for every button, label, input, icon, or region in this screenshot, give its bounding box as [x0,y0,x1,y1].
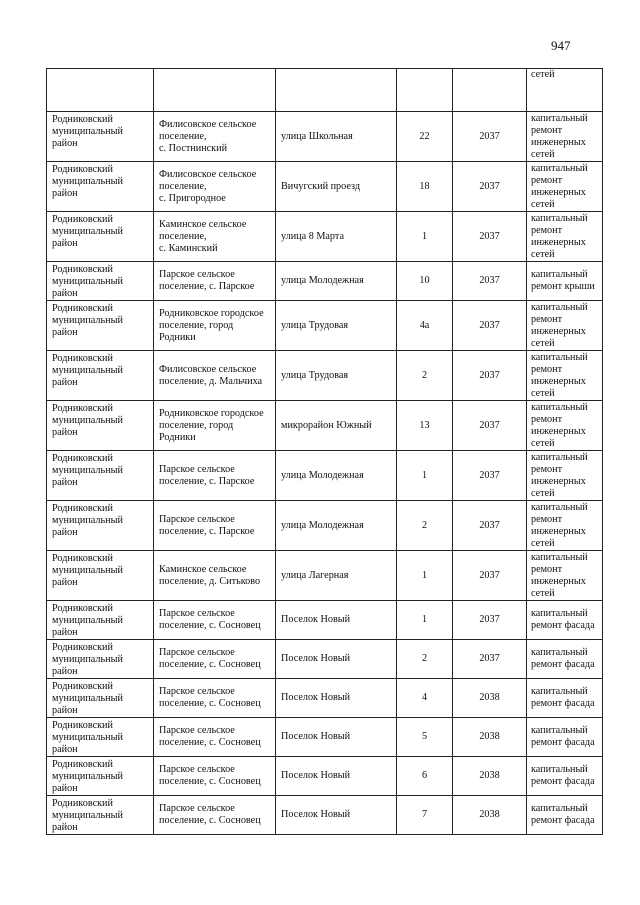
district-cell: Родниковский муниципальный район [47,162,154,212]
house-number-cell: 2 [397,640,453,679]
year-cell [453,69,527,112]
year-cell: 2037 [453,501,527,551]
work-type-cell: капитальный ремонт инженерных сетей [527,112,603,162]
district-cell: Родниковский муниципальный район [47,262,154,301]
year-cell: 2037 [453,401,527,451]
table-row [47,162,603,212]
district-cell: Родниковский муниципальный район [47,601,154,640]
district-cell: Родниковский муниципальный район [47,212,154,262]
settlement-cell: Филисовское сельское поселение, д. Мальчиха [154,351,276,401]
work-type-cell: капитальный ремонт крыши [527,262,603,301]
settlement-cell: Парское сельское поселение, с. Сосновец [154,601,276,640]
work-type-cell: капитальный ремонт фасада [527,796,603,835]
house-number-cell: 1 [397,212,453,262]
district-cell: Родниковский муниципальный район [47,112,154,162]
table-row [47,401,603,451]
house-number-cell: 7 [397,796,453,835]
year-cell: 2038 [453,796,527,835]
work-type-cell: капитальный ремонт инженерных сетей [527,401,603,451]
work-type-cell: капитальный ремонт фасада [527,718,603,757]
work-type-cell: капитальный ремонт фасада [527,601,603,640]
settlement-cell: Филисовское сельское поселение, с. Пригородное [154,162,276,212]
settlement-cell: Родниковское городское поселение, город Родники [154,301,276,351]
year-cell: 2037 [453,262,527,301]
year-cell: 2037 [453,112,527,162]
settlement-cell: Парское сельское поселение, с. Парское [154,262,276,301]
work-type-cell: капитальный ремонт инженерных сетей [527,212,603,262]
street-cell: улица Трудовая [276,301,397,351]
table-row [47,551,603,601]
house-number-cell: 5 [397,718,453,757]
year-cell: 2037 [453,601,527,640]
table-row [47,796,603,835]
street-cell: улица Школьная [276,112,397,162]
house-number-cell: 1 [397,601,453,640]
settlement-cell: Парское сельское поселение, с. Сосновец [154,718,276,757]
district-cell: Родниковский муниципальный район [47,757,154,796]
district-cell: Родниковский муниципальный район [47,451,154,501]
district-cell: Родниковский муниципальный район [47,301,154,351]
street-cell: микрорайон Южный [276,401,397,451]
street-cell: улица Трудовая [276,351,397,401]
house-number-cell: 2 [397,501,453,551]
table-row [47,501,603,551]
house-number-cell: 2 [397,351,453,401]
settlement-cell: Парское сельское поселение, с. Парское [154,451,276,501]
street-cell: Поселок Новый [276,757,397,796]
year-cell: 2038 [453,679,527,718]
district-cell: Родниковский муниципальный район [47,401,154,451]
year-cell: 2037 [453,162,527,212]
work-type-cell: капитальный ремонт инженерных сетей [527,551,603,601]
year-cell: 2037 [453,351,527,401]
table-row [47,112,603,162]
house-number-cell: 13 [397,401,453,451]
street-cell: Поселок Новый [276,679,397,718]
district-cell [47,69,154,112]
year-cell: 2037 [453,301,527,351]
year-cell: 2037 [453,212,527,262]
table-row [47,679,603,718]
street-cell: Поселок Новый [276,640,397,679]
house-number-cell: 4 [397,679,453,718]
page-number: 947 [551,38,571,53]
settlement-cell: Каминское сельское поселение, д. Ситьково [154,551,276,601]
table-row [47,351,603,401]
table-row [47,640,603,679]
street-cell: улица 8 Марта [276,212,397,262]
work-type-cell: капитальный ремонт инженерных сетей [527,351,603,401]
district-cell: Родниковский муниципальный район [47,501,154,551]
house-number-cell: 6 [397,757,453,796]
street-cell: Вичугский проезд [276,162,397,212]
settlement-cell: Родниковское городское поселение, город Родники [154,401,276,451]
district-cell: Родниковский муниципальный район [47,351,154,401]
work-type-cell: капитальный ремонт инженерных сетей [527,162,603,212]
district-cell: Родниковский муниципальный район [47,796,154,835]
settlement-cell: Парское сельское поселение, с. Парское [154,501,276,551]
house-number-cell: 22 [397,112,453,162]
table-row [47,718,603,757]
district-cell: Родниковский муниципальный район [47,679,154,718]
street-cell [276,69,397,112]
house-number-cell: 10 [397,262,453,301]
housing-repair-table [46,68,603,835]
table-row [47,757,603,796]
street-cell: Поселок Новый [276,796,397,835]
settlement-cell: Парское сельское поселение, с. Сосновец [154,679,276,718]
table-row [47,301,603,351]
house-number-cell: 1 [397,551,453,601]
district-cell: Родниковский муниципальный район [47,718,154,757]
district-cell: Родниковский муниципальный район [47,551,154,601]
year-cell: 2038 [453,718,527,757]
street-cell: улица Молодежная [276,262,397,301]
table-row [47,451,603,501]
year-cell: 2038 [453,757,527,796]
settlement-cell: Филисовское сельское поселение, с. Постнинский [154,112,276,162]
street-cell: улица Лагерная [276,551,397,601]
street-cell: улица Молодежная [276,501,397,551]
work-type-cell: сетей [527,69,603,112]
table-row [47,69,603,112]
table-row [47,601,603,640]
work-type-cell: капитальный ремонт фасада [527,679,603,718]
table-row [47,212,603,262]
street-cell: улица Молодежная [276,451,397,501]
house-number-cell [397,69,453,112]
street-cell: Поселок Новый [276,718,397,757]
year-cell: 2037 [453,640,527,679]
work-type-cell: капитальный ремонт инженерных сетей [527,301,603,351]
work-type-cell: капитальный ремонт инженерных сетей [527,451,603,501]
street-cell: Поселок Новый [276,601,397,640]
work-type-cell: капитальный ремонт фасада [527,757,603,796]
settlement-cell: Парское сельское поселение, с. Сосновец [154,796,276,835]
house-number-cell: 18 [397,162,453,212]
work-type-cell: капитальный ремонт фасада [527,640,603,679]
settlement-cell: Парское сельское поселение, с. Сосновец [154,757,276,796]
work-type-cell: капитальный ремонт инженерных сетей [527,501,603,551]
settlement-cell [154,69,276,112]
year-cell: 2037 [453,451,527,501]
year-cell: 2037 [453,551,527,601]
settlement-cell: Каминское сельское поселение, с. Каминский [154,212,276,262]
table-row [47,262,603,301]
settlement-cell: Парское сельское поселение, с. Сосновец [154,640,276,679]
house-number-cell: 4а [397,301,453,351]
house-number-cell: 1 [397,451,453,501]
district-cell: Родниковский муниципальный район [47,640,154,679]
